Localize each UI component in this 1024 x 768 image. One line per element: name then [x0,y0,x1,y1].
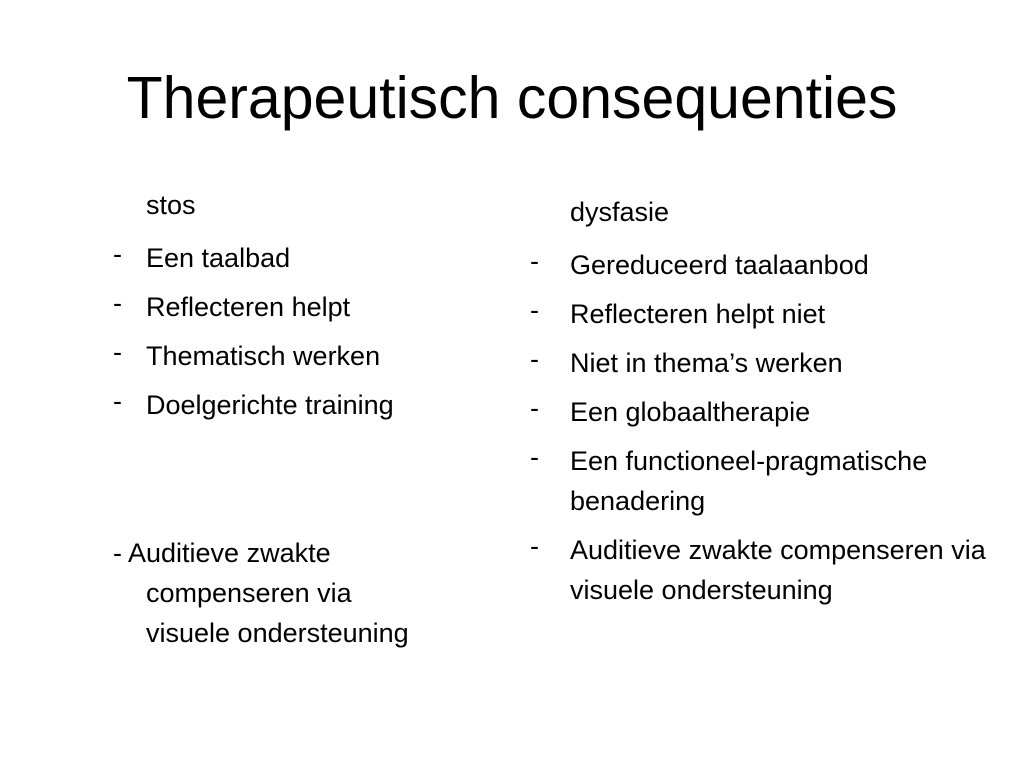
right-column-heading: dysfasie [570,197,670,227]
note-line: compenseren via [146,578,352,608]
list-item [530,343,1000,383]
slide-title: Therapeutisch consequenties [126,65,898,131]
list-item [530,441,1000,521]
left-column-note [113,533,493,653]
list-item-text: Niet in thema’s werken [570,348,843,378]
bullet-dash: - [530,246,539,276]
list-item [530,392,1000,432]
list-item [113,336,493,376]
list-item-text: Een functioneel-pragmatische benadering [570,446,928,516]
bullet-dash: - [530,295,539,325]
list-item [113,287,493,327]
list-item [530,530,1000,610]
list-item-text: Een taalbad [146,243,291,273]
bullet-dash: - [113,337,122,367]
list-item [530,294,1000,334]
list-item-text: Thematisch werken [146,341,381,371]
list-item-text: Reflecteren helpt niet [570,299,826,329]
bullet-dash: - [530,531,539,561]
bullet-dash: - [530,344,539,374]
bullet-dash: - [530,442,539,472]
note-line: visuele ondersteuning [146,618,409,648]
list-item [530,245,1000,285]
list-item [113,385,493,425]
right-column [530,196,1000,619]
list-item-text: Auditieve zwakte compenseren via visuele ondersteuning [570,535,986,605]
list-item [113,238,493,278]
left-column-heading: stos [146,190,196,220]
list-item-text: Doelgerichte training [146,390,394,420]
bullet-dash: - [113,288,122,318]
bullet-dash: - [113,239,122,269]
list-item-text: Een globaaltherapie [570,397,811,427]
note-line: - Auditieve zwakte [113,538,331,568]
bullet-dash: - [530,393,539,423]
bullet-dash: - [113,386,122,416]
list-item-text: Gereduceerd taalaanbod [570,250,869,280]
left-column [113,189,493,434]
list-item-text: Reflecteren helpt [146,292,351,322]
